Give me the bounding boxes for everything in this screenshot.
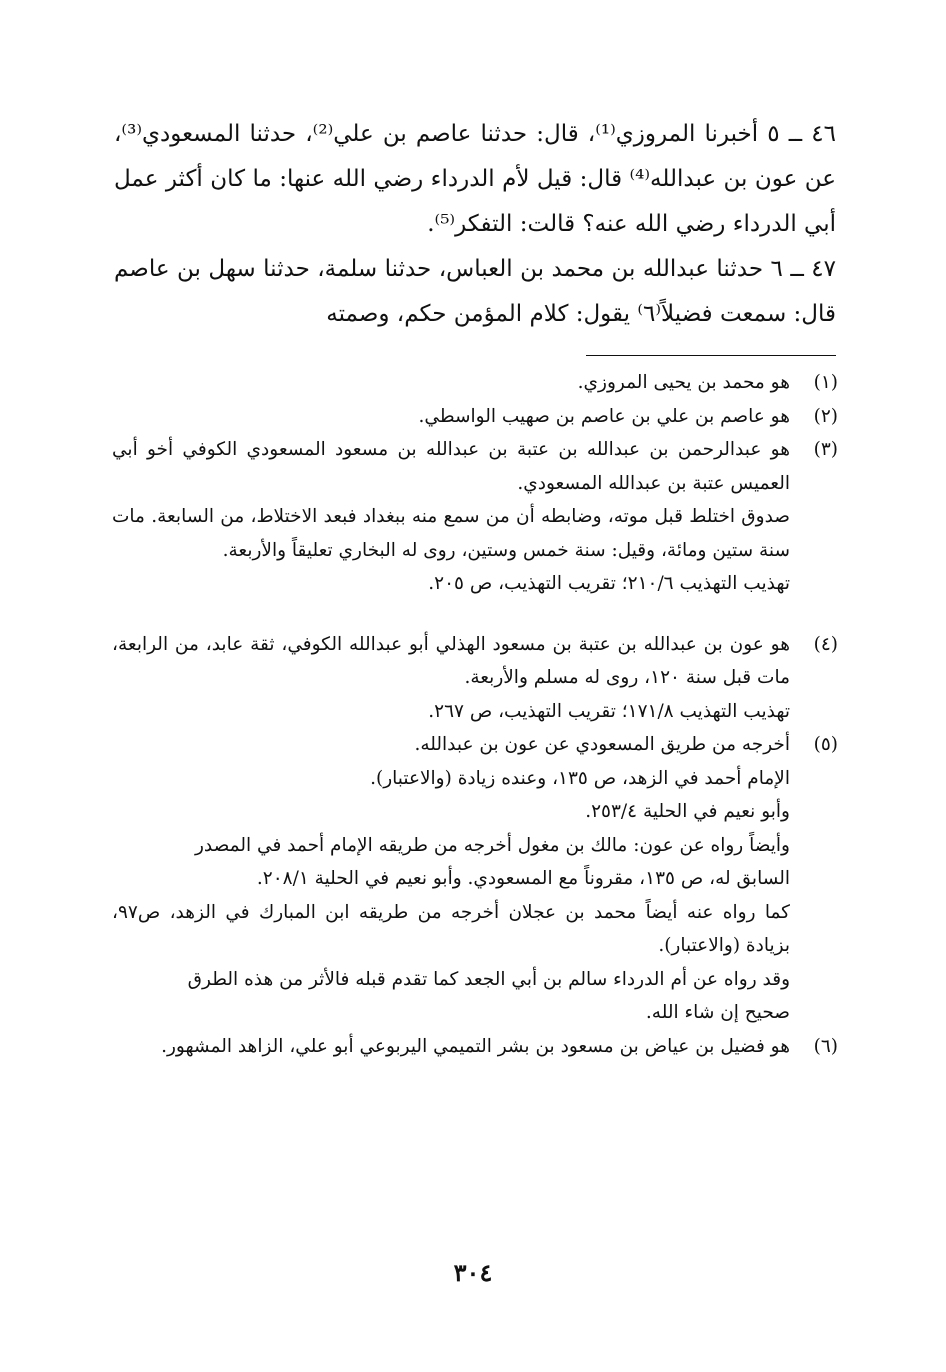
footnote-number: (٣) [813,439,838,460]
footnote-line: وقد رواه عن أم الدرداء سالم بن أبي الجعد كما تقدم قبله فالأثر من هذه الطرق [187,968,790,990]
footnote-body [112,433,790,601]
footnote-line: تهذيب التهذيب ٢١٠/٦؛ تقريب التهذيب، ص ٢٠٥. [428,573,790,594]
footnote-line: هو محمد بن يحيى المروزي. [577,372,790,393]
footnote-number: (٤) [813,633,838,655]
footnote-6 [112,1030,838,1064]
main-text [114,112,836,337]
footnote-separator [586,355,836,356]
footnote-1 [112,366,838,400]
footnote-line: الإمام أحمد في الزهد، ص ١٣٥، وعنده زيادة (والاعتبار). [370,767,790,789]
footnote-2 [112,400,838,434]
footnote-line: كما رواه عنه أيضاً محمد بن عجلان أخرجه من طريقه ابن المبارك في الزهد، ص٩٧، بزيادة (والاعتبار). [112,901,790,956]
footnote-body [112,628,790,729]
footnote-line: السابق له، ص ١٣٥، مقروناً مع المسعودي. وأبو نعيم في الحلية ٢٠٨/١. [256,868,790,889]
footnote-number: (١) [813,372,838,393]
footnote-4 [112,628,838,729]
footnote-line: وأيضاً رواه عن عون: مالك بن مغول أخرجه من طريقه الإمام أحمد في المصدر [194,834,790,856]
footnote-body [112,728,790,1030]
hadith-46: ٤٦ ــ ٥ أخبرنا المروزي⁽¹⁾، قال: حدثنا عاصم بن علي⁽²⁾، حدثنا المسعودي⁽³⁾، عن عون بن عبدالله⁽⁴⁾ قال: قيل لأم الدرداء رضي الله عنها: ما كان أكثر عمل أبي الدرداء رضي الله عنه؟ قالت: التفكر⁽⁵⁾. [114,121,836,237]
footnote-line: هو عاصم بن علي بن عاصم بن صهيب الواسطي. [418,405,790,427]
footnote-line: وأبو نعيم في الحلية ٢٥٣/٤. [585,801,790,822]
footnote-body [112,366,790,400]
footnote-line: هو عون بن عبدالله بن عتبة بن مسعود الهذلي أبو عبدالله الكوفي، ثقة عابد، من الرابعة، مات قبل سنة ١٢٠، روى له مسلم والأربعة. [112,633,790,688]
footnote-body [112,1030,790,1064]
hadith-47: ٤٧ ــ ٦ حدثنا عبدالله بن محمد بن العباس، حدثنا سلمة، حدثنا سهل بن عاصم قال: سمعت فضيلاً⁽٦⁾ يقول: كلام المؤمن حكم، وصمته [114,256,836,327]
footnote-line: صحيح إن شاء الله. [645,1002,790,1023]
footnote-line: هو عبدالرحمن بن عبدالله بن عتبة بن عبدالله بن مسعود المسعودي الكوفي أخو أبي العميس عتبة بن عبدالله المسعودي. [112,439,790,494]
footnote-line: تهذيب التهذيب ١٧١/٨؛ تقريب التهذيب، ص ٢٦٧. [428,700,790,722]
footnote-3 [112,433,838,601]
footnote-line: صدوق اختلط قبل موته، وضابطه أن من سمع منه ببغداد فبعد الاختلاط، من السابعة. مات سنة ستين ومائة، وقيل: سنة خمس وستين، روى له البخاري تعليقاً والأربعة. [112,506,790,561]
footnote-line: أخرجه من طريق المسعودي عن عون بن عبدالله. [414,734,790,755]
footnote-body [112,400,790,434]
footnotes [112,366,838,1063]
footnote-5 [112,728,838,1030]
footnote-line: هو فضيل بن عياض بن مسعود بن بشر التميمي اليربوعي أبو علي، الزاهد المشهور. [161,1035,790,1057]
footnote-number: (٥) [813,734,838,755]
footnote-number: (٦) [813,1035,838,1057]
footnote-number: (٢) [813,405,838,427]
page-number: ٣٠٤ [453,1258,493,1287]
